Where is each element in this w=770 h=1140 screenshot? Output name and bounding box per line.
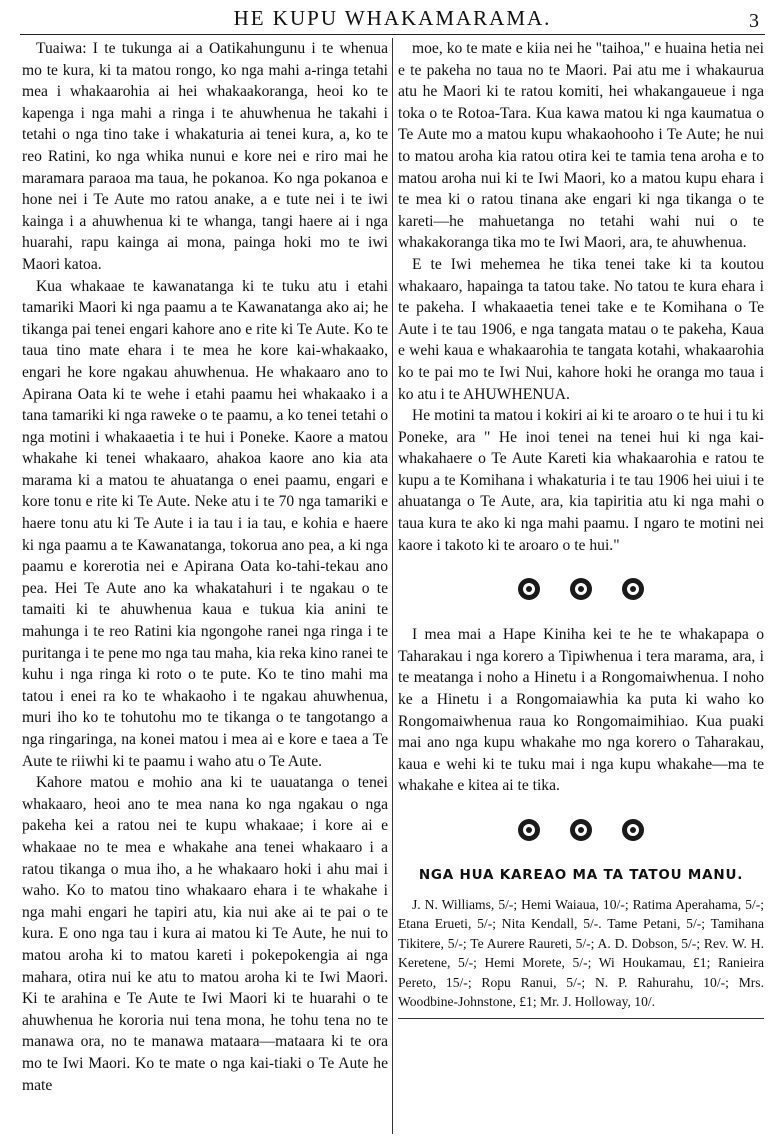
column-divider bbox=[392, 38, 393, 1134]
donations-list: J. N. Williams, 5/-; Hemi Waiaua, 10/-; Ratima Aperahama, 5/-; Etana Erueti, 5/-; Nita Kendall, 5/-. Tame Petani, 5/-; Tamihana Tikitere, 5/-; Te Aurere Raureti, 5/-; A. D. Dobson, 5/-; Rev. W. H. Keretene, 5/-; Hemi Morete, 5/-; Wi Houkamau, £1; Ranieira Pereto, 15/-; Ropu Ranui, 5/-; N. P. Rahurahu, 10/-; Mrs. Woodbine-Johnstone, £1; Mr. J. Holloway, 10/. bbox=[398, 896, 764, 1010]
page-header bbox=[20, 4, 765, 34]
header-rule bbox=[20, 34, 765, 35]
ornament-row bbox=[398, 578, 764, 600]
article-paragraph: He motini ta matou i kokiri ai ki te aroaro o te hui i tu ki Poneke, ara " He inoi tenei na tenei hui ki nga kai-whakahaere o Te Aute Kareti kia whakaarohia e ratou te kupu a te Komihana i whakaturia i te tau 1906 hei uiui i te ahuatanga o Te Aute, ara, kia tapiritia atu ki nga mahi o taua kura te ako ki nga mahi paamu. I ngaro te motini nei kaore i takoto ki te aroaro o te hui." bbox=[398, 407, 764, 554]
page-number: 3 bbox=[749, 10, 759, 32]
article-paragraph: Kua whakaae te kawanatanga ki te tuku atu i etahi tamariki Maori ki nga paamu a te Kawanatanga ako ai; he tikanga pai tenei engari kahore ano e rite ki Te Aute. Ko te taua tino mate ehara i te mea he kore kai-whakaako, engari he kore ngakau ahuwhenua. He whakaaro ano to Apirana Oata ki te wehe i etahi paamu hei whakaako i a tana tamariki ki nga raweke o te paamu, a ko tenei tetahi o nga motini i whakaaetia i te hui i Poneke. Kaore a matou whakahe ki tenei whakaaro, ahakoa kaore ano kia ata marama ki a matou te ahuatanga o enei paamu, engari e kore tonu e rite ki Te Aute. Neke atu i te 70 nga tamariki e haere tonu atu ki Te Aute i ia tau i ia tau, e kohia e haere ki nga paamu a te Kawanatanga, tokorua ano pea, a ki nga paamu e korerotia nei e Apirana Oata ko-tahi-tekau ano pea. Hei Te Aute ano ka whakatahuri i te ngakau o te tamaiti ki te ahuwhenua kaua e tukua kia anini te mahunga i te reo Ratini kia ngongohe ranei nga ringa i te puritanga i te pene mo nga tau maha, kia reka kino ranei te kuhu i nga ringa ki roto o te pute. Ko te tino mahi ma tatou i enei ra ko te whakaoho i te ngakau ahuwhenua, muri iho ko te tohutohu mo te tikanga o te tangotango a nga ringaringa, na konei matou i mea ai e kore e taea a Te Aute te riiwhi ki te paamu i waho atu o Te Aute. bbox=[22, 277, 388, 770]
flower-ornament-icon bbox=[622, 819, 644, 841]
flower-ornament-icon bbox=[518, 819, 540, 841]
article-paragraph: Tuaiwa: I te tukunga ai a Oatikahungunu i te whenua mo te kura, ki ta matou rongo, ko nga mahi a-ringa tetahi mea i whakaarohia ai hei whakaakoranga, heoi ko te kapenga i nga mahi a ringa i te ahuwhenua he takahi i tetahi o nga tino take i whakaturia ai tenei kura, a, ko te reo Ratini, ko nga whika nunui e kore nei e riro mai he maramara paraoa ma taua, he pokanoa. Ko nga pokanoa e hone nei i Te Aute mo ratou anake, a e tute nei i te iwi kainga i a ahuwhenua ki te whanga, tangi haere ai i nga huarahi, rapu kainga ai mona, painga hoki mo te iwi Maori katoa. bbox=[22, 40, 388, 273]
ornament-row bbox=[398, 819, 764, 841]
flower-ornament-icon bbox=[622, 578, 644, 600]
flower-ornament-icon bbox=[570, 578, 592, 600]
left-column bbox=[22, 38, 388, 1096]
flower-ornament-icon bbox=[570, 819, 592, 841]
article-paragraph: Kahore matou e mohio ana ki te uauatanga o tenei whakaaro, heoi ano te mea nana ko nga ngakau o nga pakeha kei a ratou nei te kupu whakaae; i kore ai e whakaae no te mea e whakahe ana tenei whakaaro i a ratou tikanga o mua iho, a he whakaaro hoki i ahu mai i waho. Ko to matou tino whakaaro ehara i te whakahe i nga mahi engari he tapiri atu, kia nui ake ai te pai o te kura. E ono nga tau i kura ai matou ki Te Aute, he nui to matou aroha ki to matou kareti i pokepokengia ai nga mahara, otira nui ke atu to matou aroha ki te Iwi Maori. Ki te arahina e Te Aute te Iwi Maori ki te huarahi o te ahuwhenua he kororia nui tena mona, he tohu tena no te manawa ora, no te manawa mataara—mataara ki te ora mo te Iwi Maori. Ko te mate o nga kai-tiaki o Te Aute he mate bbox=[22, 774, 388, 1094]
article-paragraph: moe, ko te mate e kiia nei he "taihoa," e huaina hetia nei e te pakeha no taua no te Maori. Pai atu me i whakaurua atu he Maori ki te ratou komiti, hei whakangaueue i nga toka o te Rotoa-Tara. Kua kawa matou ki nga kaumatua o Te Aute mo a matou kupu whakaohooho i Te Aute; he nui to matou aroha kia ratou otira kei te tamia tena aroha e to matou aroha nui ki te Iwi Maori, ko a matou kupu ehara i te mea ki o ratou tinana ake engari ki nga tikanga o te kareti—he mahuetanga no tetahi wahi nui o te whakakoranga tika mo te Iwi Maori, ara, te ahuwhenua. bbox=[398, 40, 764, 252]
page-title: HE KUPU WHAKAMARAMA. bbox=[233, 6, 552, 30]
donations-heading: NGA HUA KAREAO MA TA TATOU MANU. bbox=[418, 867, 744, 883]
flower-ornament-icon bbox=[518, 578, 540, 600]
right-column bbox=[398, 38, 764, 1019]
genealogy-notice: I mea mai a Hape Kiniha kei te he te whakapapa o Taharakau i nga korero a Tipiwhenua i tera marama, ara, i te meatanga i noho a Hinetu i a Rongomaiwhenua. I noho ke a Hinetu i a Rongomaiawhia ka puta ki waho ko Rongomaiwhenua raua ko Rongomaimihiao. Kua puaki mai ano nga kupu whakahe mo nga korero o Taharakau, kaua e wehi ki te tuku mai i nga kupu whakahe—ma te whakahe e kitea ai te tika. bbox=[398, 626, 764, 795]
article-paragraph: E te Iwi mehemea he tika tenei take ki ta koutou whakaaro, hapainga ta tatou take. No tatou te kura ehara i te pakeha. I whakaaetia tenei take e te Komihana o Te Aute i te tau 1906, e nga tangata matau o te pakeha, Kaua e wehi kaua e whakaarohia te tangata kotahi, whakaarohia ko te pai mo te Iwi Nui, kahore hoki he oranga mo taua i ko atu i te AHUWHENUA. bbox=[398, 255, 764, 403]
section-rule bbox=[398, 1018, 764, 1019]
